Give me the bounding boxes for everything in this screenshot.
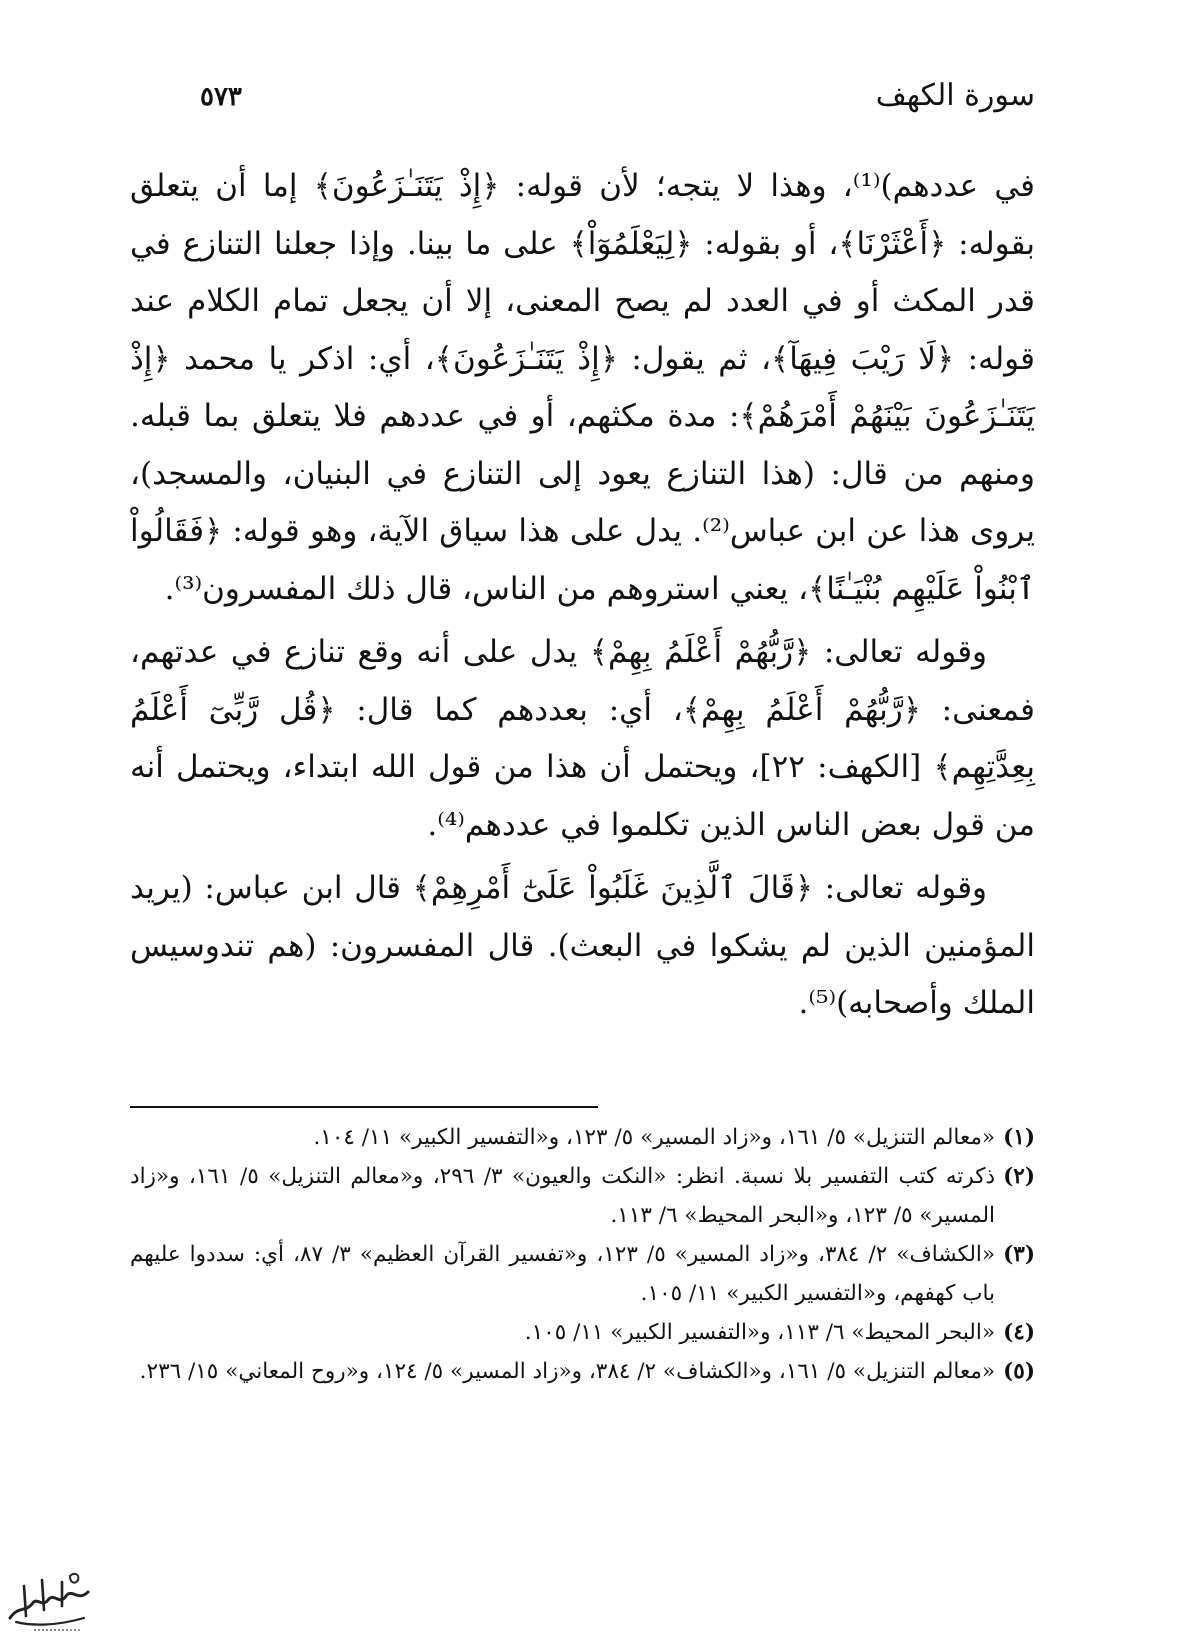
footnote-text: «الكشاف» ٢/ ٣٨٤، و«زاد المسير» ٥/ ١٢٣، و«تفسير القرآن العظيم» ٣/ ٨٧، أي: سددوا عليهم باب كهفهم، و«التفسير الكبير» ١١/ ١٠٥. — [130, 1242, 996, 1306]
footnote — [130, 1352, 1035, 1391]
calligraphy-logo — [4, 1566, 94, 1638]
logo-calligraphy-icon — [4, 1566, 94, 1638]
footnote-text: ذكرته كتب التفسير بلا نسبة. انظر: «النكت والعيون» ٣/ ٢٩٦، و«معالم التنزيل» ٥/ ١٦١، و«زاد المسير» ٥/ ١٢٣، و«البحر المحيط» ٦/ ١١٣. — [130, 1164, 996, 1228]
footnote-number: (٣) — [1003, 1242, 1035, 1267]
footnotes — [130, 1118, 1035, 1391]
footnote-number: (١) — [1003, 1125, 1035, 1150]
page-number: ٥٧٣ — [200, 82, 242, 112]
paragraph: وقوله تعالى: ﴿قَالَ ٱلَّذِينَ غَلَبُواْ عَلَىٰٓ أَمْرِهِمْ﴾ قال ابن عباس: (يريد المؤمنين الذين لم يشكوا في البعث). قال المفسرون: (هم تندوسيس الملك وأصحابه)⁽⁵⁾. — [130, 870, 1035, 1021]
footnote-text: «البحر المحيط» ٦/ ١١٣، و«التفسير الكبير» ١١/ ١٠٥. — [524, 1320, 995, 1345]
footnote-number: (٤) — [1003, 1320, 1035, 1345]
paragraph: وقوله تعالى: ﴿رَّبُّهُمْ أَعْلَمُ بِهِمْ﴾ يدل على أنه وقع تنازع في عدتهم، فمعنى: ﴿رَّبُّهُمْ أَعْلَمُ بِهِمْ﴾، أي: بعددهم كما قال: ﴿قُل رَّبِّىٓ أَعْلَمُ بِعِدَّتِهِم﴾ [الكهف: ٢٢]، ويحتمل أن هذا من قول الله ابتداء، ويحتمل أنه من قول بعض الناس الذين تكلموا في عددهم⁽⁴⁾. — [130, 634, 1036, 843]
footnote-separator — [130, 1106, 598, 1108]
footnote-text: «معالم التنزيل» ٥/ ١٦١، و«زاد المسير» ٥/ ١٢٣، و«التفسير الكبير» ١١/ ١٠٤. — [313, 1125, 995, 1150]
surah-title: سورة الكهف — [875, 78, 1035, 113]
footnote — [130, 1118, 1035, 1157]
footnote-text: «معالم التنزيل» ٥/ ١٦١، و«الكشاف» ٢/ ٣٨٤، و«زاد المسير» ٥/ ١٢٤، و«روح المعاني» ١٥/ ٢٣٦. — [139, 1359, 995, 1384]
main-text — [130, 158, 1035, 1033]
paragraph: في عددهم)⁽¹⁾، وهذا لا يتجه؛ لأن قوله: ﴿إِذْ يَتَنَـٰزَعُونَ﴾ إما أن يتعلق بقوله: ﴿أَعْثَرْنَا﴾، أو بقوله: ﴿لِيَعْلَمُوٓاْ﴾ على ما بينا. وإذا جعلنا التنازع في قدر المكث أو في العدد لم يصح المعنى، إلا أن يجعل تمام الكلام عند قوله: ﴿لَا رَيْبَ فِيهَآ﴾، ثم يقول: ﴿إِذْ يَتَنَـٰزَعُونَ﴾، أي: اذكر يا محمد ﴿إِذْ يَتَنَـٰزَعُونَ بَيْنَهُمْ أَمْرَهُمْ﴾: مدة مكثهم، أو في عددهم فلا يتعلق بما قبله. ومنهم من قال: (هذا التنازع يعود إلى التنازع في البنيان، والمسجد)، يروى هذا عن ابن عباس⁽²⁾. يدل على هذا سياق الآية، وهو قوله: ﴿فَقَالُواْ ٱبْنُواْ عَلَيْهِم بُنْيَـٰنًا﴾، يعني استروهم من الناس، قال ذلك المفسرون⁽³⁾. — [130, 168, 1035, 607]
page-header — [150, 78, 1035, 128]
footnote — [130, 1313, 1035, 1352]
footnote-number: (٥) — [1003, 1359, 1035, 1384]
footnote — [130, 1235, 1035, 1313]
footnote-number: (٢) — [1003, 1164, 1035, 1189]
footnote — [130, 1157, 1035, 1235]
